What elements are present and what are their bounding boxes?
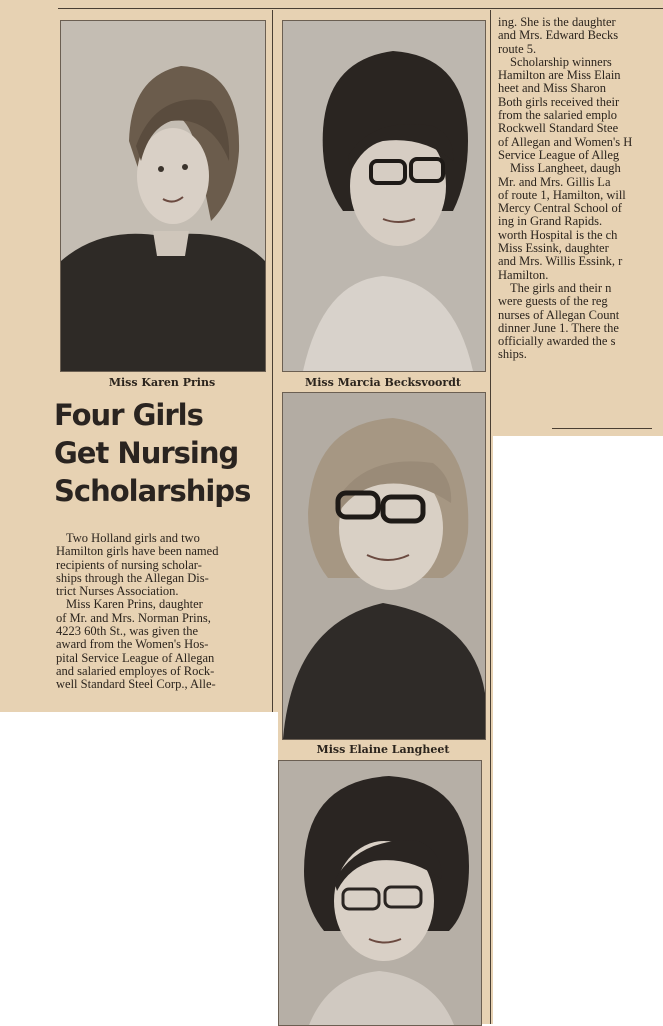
continued-line: were guests of the reg (498, 295, 608, 309)
article-line: award from the Women's Hos- (56, 638, 209, 652)
photo-marcia-becksvoordt (282, 20, 486, 372)
article-line: Hamilton girls have been named (56, 545, 219, 559)
continued-line: from the salaried emplo (498, 109, 618, 123)
continued-line: route 5. (498, 42, 537, 56)
article-line: trict Nurses Association. (56, 585, 179, 599)
photo-fourth-nurse (278, 760, 482, 1026)
continued-line: of route 1, Hamilton, will (498, 188, 626, 202)
continued-line: and Mrs. Edward Becks (498, 29, 619, 43)
continued-line: Miss Essink, daughter (498, 242, 609, 256)
continued-line: heet and Miss Sharon (498, 82, 606, 96)
photo-elaine-langheet (282, 392, 486, 740)
article-line: recipients of nursing scholar- (56, 558, 202, 572)
continued-line: nurses of Allegan Count (498, 308, 620, 322)
headline-line-2: Get Nursing (54, 436, 239, 470)
article-line: and salaried employes of Rock- (56, 664, 215, 678)
continued-line: Mercy Central School of (498, 202, 622, 216)
article-line: ships through the Allegan Dis- (56, 571, 209, 585)
continued-line: ships. (498, 348, 527, 362)
continued-line: Rockwell Standard Stee (498, 122, 619, 136)
article-line: well Standard Steel Corp., Alle- (56, 678, 216, 692)
photo-karen-prins (60, 20, 266, 372)
continued-line: Hamilton are Miss Elain (498, 69, 621, 83)
continued-line: and Mrs. Willis Essink, r (498, 255, 623, 269)
top-rule (58, 8, 663, 9)
continued-line: dinner June 1. There the (498, 321, 619, 335)
article-line: Miss Karen Prins, daughter (66, 598, 203, 612)
headline (54, 396, 264, 510)
column-rule-left (272, 10, 273, 712)
continued-line: worth Hospital is the ch (498, 228, 618, 242)
headline-line-3: Scholarships (54, 474, 251, 508)
continued-line: ing. She is the daughter (498, 16, 616, 29)
caption-karen-prins: Miss Karen Prins (108, 376, 216, 389)
article-continued (498, 16, 663, 362)
end-rule (552, 428, 652, 429)
article-line: of Mr. and Mrs. Norman Prins, (56, 611, 211, 625)
continued-line: ing in Grand Rapids. (498, 215, 603, 229)
article-line: Two Holland girls and two (66, 532, 200, 545)
caption-elaine-langheet: Miss Elaine Langheet (316, 743, 450, 756)
continued-line: Mr. and Mrs. Gillis La (498, 175, 611, 189)
continued-line: Both girls received their (498, 95, 620, 109)
article-line: 4223 60th St., was given the (56, 625, 199, 639)
continued-line: Scholarship winners (510, 55, 612, 69)
caption-marcia-becksvoordt: Miss Marcia Becksvoordt (305, 376, 461, 389)
article-line: pital Service League of Allegan (56, 651, 215, 665)
continued-line: officially awarded the s (498, 335, 616, 349)
continued-line: Hamilton. (498, 268, 549, 282)
continued-line: Service League of Alleg (498, 148, 620, 162)
headline-line-1: Four Girls (54, 398, 203, 432)
continued-line: of Allegan and Women's H (498, 135, 633, 149)
column-rule-right (490, 10, 491, 1024)
article-body (56, 532, 268, 692)
continued-line: Miss Langheet, daugh (510, 162, 621, 176)
continued-line: The girls and their n (510, 281, 612, 295)
